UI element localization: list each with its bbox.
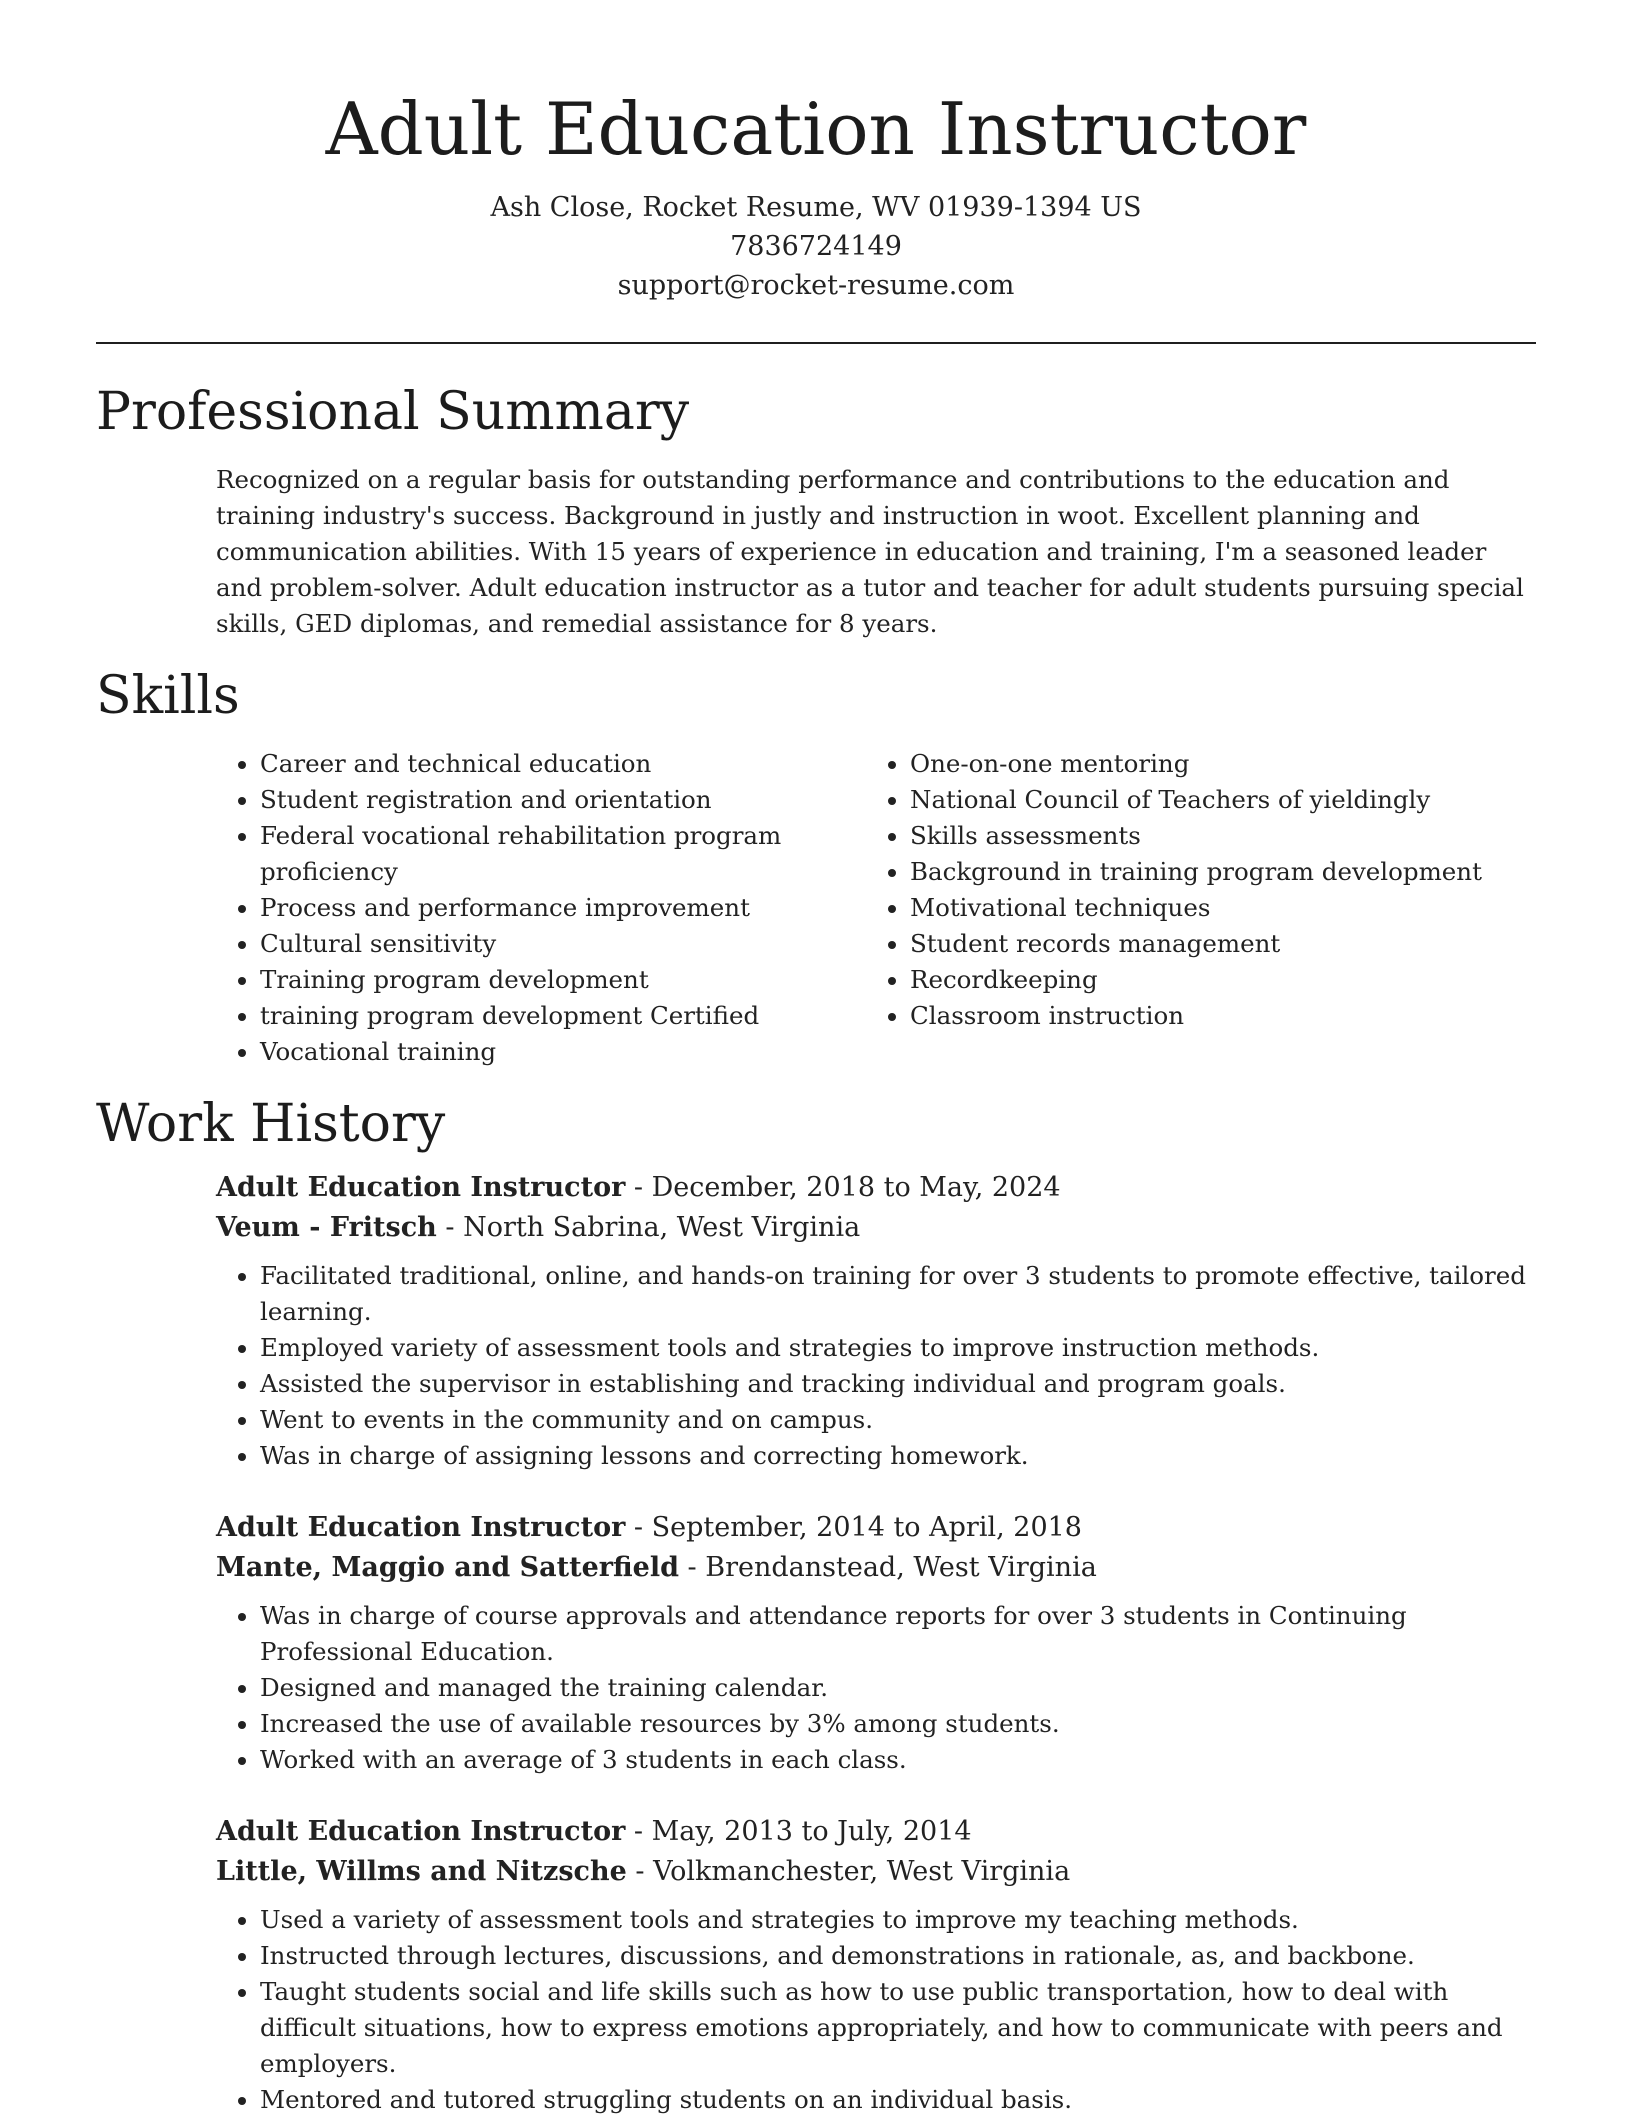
job-title-line bbox=[216, 1812, 1536, 1852]
job-dates: - September, 2014 to April, 2018 bbox=[625, 1512, 1082, 1543]
job-dates: - May, 2013 to July, 2014 bbox=[625, 1816, 972, 1847]
job-bullet: • Instructed through lectures, discussions, and demonstrations in rationale, as, and backbone. bbox=[260, 1938, 1536, 1974]
skill-item: • Training program development bbox=[260, 962, 860, 998]
job-bullets bbox=[216, 1902, 1536, 2118]
skill-item: • Career and technical education bbox=[260, 746, 860, 782]
skill-item: • Student registration and orientation bbox=[260, 782, 860, 818]
contact-info bbox=[0, 188, 1632, 305]
job-bullet: • Was in charge of assigning lessons and correcting homework. bbox=[260, 1438, 1536, 1474]
summary-text: Recognized on a regular basis for outstanding performance and contributions to the education and training industry's success. Background in justly and instruction in woot. Excellent planning and communication abilities. With 15 years of experience in education and training, I'm a seasoned leader and problem-solver. Adult education instructor as a tutor and teacher for adult students pursuing special skills, GED diplomas, and remedial assistance for 8 years. bbox=[216, 465, 1524, 638]
job-title-line bbox=[216, 1168, 1536, 1208]
work-history-heading: Work History bbox=[96, 1094, 446, 1154]
job-bullet: • Worked with an average of 3 students in each class. bbox=[260, 1742, 1536, 1778]
job-bullet: • Assisted the supervisor in establishing and tracking individual and program goals. bbox=[260, 1366, 1536, 1402]
job-bullet: • Mentored and tutored struggling students on an individual basis. bbox=[260, 2082, 1536, 2118]
job-bullets bbox=[216, 1598, 1536, 1778]
skills-column-right bbox=[866, 746, 1530, 1034]
job-location: - Volkmanchester, West Virginia bbox=[626, 1856, 1071, 1887]
job-bullet: • Increased the use of available resources by 3% among students. bbox=[260, 1706, 1536, 1742]
skill-item: • Classroom instruction bbox=[910, 998, 1530, 1034]
job-bullet: • Designed and managed the training calendar. bbox=[260, 1670, 1536, 1706]
job-bullet: • Was in charge of course approvals and attendance reports for over 3 students in Continuing Professional Education. bbox=[260, 1598, 1536, 1670]
job-entry bbox=[216, 1508, 1536, 1778]
resume-header bbox=[0, 84, 1632, 305]
skill-item: • Background in training program development bbox=[910, 854, 1530, 890]
skills-column-left bbox=[216, 746, 860, 1070]
skill-item: • Motivational techniques bbox=[910, 890, 1530, 926]
skill-item: • Vocational training bbox=[260, 1034, 860, 1070]
job-bullet: • Taught students social and life skills such as how to use public transportation, how to deal with difficult situations, how to express emotions appropriately, and how to communicate with peers and employers. bbox=[260, 1974, 1536, 2082]
candidate-name: Adult Education Instructor bbox=[325, 87, 1307, 171]
job-role: Adult Education Instructor bbox=[216, 1172, 626, 1203]
job-entry bbox=[216, 1812, 1536, 2118]
job-entry bbox=[216, 1168, 1536, 1474]
summary-heading: Professional Summary bbox=[96, 382, 690, 442]
skill-item: • Process and performance improvement bbox=[260, 890, 860, 926]
email: support@rocket-resume.com bbox=[617, 270, 1015, 301]
job-bullet: • Employed variety of assessment tools and strategies to improve instruction methods. bbox=[260, 1330, 1536, 1366]
job-title-line bbox=[216, 1508, 1536, 1548]
job-company-line bbox=[216, 1852, 1536, 1892]
job-location: - Brendanstead, West Virginia bbox=[678, 1552, 1097, 1583]
job-location: - North Sabrina, West Virginia bbox=[436, 1212, 861, 1243]
job-bullet: • Facilitated traditional, online, and hands-on training for over 3 students to promote effective, tailored learning. bbox=[260, 1258, 1536, 1330]
job-bullet: • Went to events in the community and on campus. bbox=[260, 1402, 1536, 1438]
job-role: Adult Education Instructor bbox=[216, 1816, 626, 1847]
skill-item: • Cultural sensitivity bbox=[260, 926, 860, 962]
job-dates: - December, 2018 to May, 2024 bbox=[625, 1172, 1061, 1203]
job-bullets bbox=[216, 1258, 1536, 1474]
job-company-line bbox=[216, 1548, 1536, 1588]
skill-item: • National Council of Teachers of yieldingly bbox=[910, 782, 1530, 818]
job-company: Mante, Maggio and Satterfield bbox=[216, 1552, 679, 1583]
job-role: Adult Education Instructor bbox=[216, 1512, 626, 1543]
skill-item: • Student records management bbox=[910, 926, 1530, 962]
skill-item: • Federal vocational rehabilitation program proficiency bbox=[260, 818, 860, 890]
skill-item: • training program development Certified bbox=[260, 998, 860, 1034]
job-company: Little, Willms and Nitzsche bbox=[216, 1856, 627, 1887]
job-company: Veum - Fritsch bbox=[216, 1212, 437, 1243]
job-bullet: • Used a variety of assessment tools and strategies to improve my teaching methods. bbox=[260, 1902, 1536, 1938]
skill-item: • One-on-one mentoring bbox=[910, 746, 1530, 782]
phone: 7836724149 bbox=[730, 231, 902, 262]
job-company-line bbox=[216, 1208, 1536, 1248]
header-divider bbox=[96, 342, 1536, 344]
skills-heading: Skills bbox=[96, 666, 240, 726]
skill-item: • Recordkeeping bbox=[910, 962, 1530, 998]
address: Ash Close, Rocket Resume, WV 01939-1394 US bbox=[490, 192, 1142, 223]
skill-item: • Skills assessments bbox=[910, 818, 1530, 854]
